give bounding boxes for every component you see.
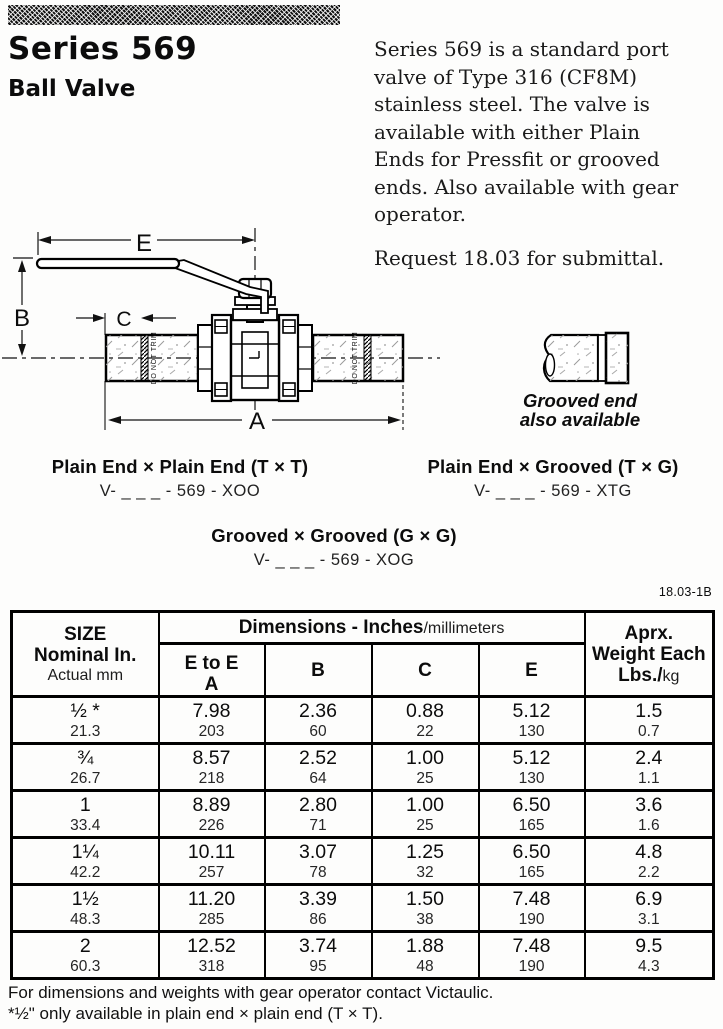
cell-b: 3.07 78: [265, 838, 372, 885]
cell-c: 1.00 25: [372, 791, 479, 838]
cell-e: 6.50 165: [479, 791, 585, 838]
cell-a: 8.89 226: [159, 791, 265, 838]
cell-e: 7.48 190: [479, 932, 585, 979]
intro-line: ends. Also available with gear: [374, 174, 679, 199]
variant-label: Plain End × Grooved (T × G): [427, 456, 679, 477]
table-row: [12, 838, 714, 885]
dim-c: [76, 308, 176, 331]
variant-label: Grooved × Grooved (G × G): [211, 525, 457, 546]
groove-band: [364, 335, 371, 381]
intro-line: Series 569 is a standard port: [374, 37, 669, 61]
footnote-gear-operator: For dimensions and weights with gear operator contact Victaulic.: [8, 983, 494, 1002]
cell-weight: 1.5 0.7: [585, 697, 714, 744]
cell-b: 3.74 95: [265, 932, 372, 979]
weight-header-line: Aprx.: [624, 622, 674, 644]
request-submittal-note: Request 18.03 for submittal.: [374, 246, 665, 270]
dim-a: [108, 408, 401, 435]
pipe-marking-text: DO NOT TRIM: [151, 331, 158, 385]
footnote-half-inch: *½" only available in plain end × plain end (T × T).: [8, 1004, 383, 1023]
dim-b-label: B: [13, 305, 31, 332]
cell-c: 0.88 22: [372, 697, 479, 744]
cell-e: 7.48 190: [479, 885, 585, 932]
size-header-line: SIZE: [64, 623, 107, 645]
cell-weight: 6.9 3.1: [585, 885, 714, 932]
cell-size: 2 60.3: [12, 932, 159, 979]
cell-size: 1 33.4: [12, 791, 159, 838]
weight-header-line: Weight Each: [591, 643, 706, 665]
pipe-marking-text: DO NOT TRIM: [352, 331, 359, 385]
page-subtitle: Ball Valve: [8, 76, 136, 102]
dim-c-label: C: [116, 308, 132, 331]
cell-b: 2.80 71: [265, 791, 372, 838]
cell-a: 10.11 257: [159, 838, 265, 885]
intro-line: operator.: [374, 202, 466, 226]
cell-size: 1½ 48.3: [12, 885, 159, 932]
dimensions-table: [10, 610, 715, 980]
pipe-break-curl: [546, 354, 555, 376]
col-header-e: E: [479, 644, 585, 697]
table-row: [12, 791, 714, 838]
weight-header-line: Lbs./kg: [618, 664, 680, 686]
cell-c: 1.25 32: [372, 838, 479, 885]
variant-code: V- _ _ _ - 569 - XOG: [253, 551, 415, 569]
intro-line: valve of Type 316 (CF8M): [374, 64, 638, 89]
reference-code: 18.03-1B: [658, 585, 712, 599]
cell-weight: 9.5 4.3: [585, 932, 714, 979]
grooved-end-note-line1: Grooved end: [522, 390, 638, 411]
cell-weight: 3.6 1.6: [585, 791, 714, 838]
cell-weight: 2.4 1.1: [585, 744, 714, 791]
cell-b: 2.36 60: [265, 697, 372, 744]
table-row: [12, 932, 714, 979]
cell-b: 3.39 86: [265, 885, 372, 932]
dimensions-table-container: [10, 610, 715, 980]
dim-e: [38, 230, 255, 257]
col-header-a: E to E A: [159, 644, 265, 697]
intro-line: available with either Plain: [374, 119, 641, 144]
cell-a: 7.98 203: [159, 697, 265, 744]
variant-code: V- _ _ _ - 569 - XTG: [474, 482, 632, 500]
grooved-end-inset: [544, 333, 628, 383]
cell-e: 5.12 130: [479, 744, 585, 791]
dim-a-label: A: [248, 408, 266, 435]
col-header-c: C: [372, 644, 479, 697]
size-header-line: Nominal In.: [34, 644, 137, 666]
cell-b: 2.52 64: [265, 744, 372, 791]
cell-weight: 4.8 2.2: [585, 838, 714, 885]
col-header-size: [12, 612, 159, 697]
valve-handle: [37, 259, 268, 313]
variant-grooved-grooved: [169, 525, 499, 570]
intro-paragraph: [374, 36, 723, 229]
table-row: [12, 885, 714, 932]
valve-body: [198, 279, 312, 401]
page-title: Series 569: [8, 31, 198, 67]
table-row: [12, 697, 714, 744]
cell-e: 6.50 165: [479, 838, 585, 885]
cell-a: 12.52 318: [159, 932, 265, 979]
header-hatch-bar: [8, 5, 340, 25]
table-row: [12, 744, 714, 791]
footnotes: [8, 982, 493, 1024]
dims-header-light: /millimeters: [423, 620, 505, 637]
col-header-b: B: [265, 644, 372, 697]
intro-line: stainless steel. The valve is: [374, 92, 650, 116]
cell-size: 1¼ 42.2: [12, 838, 159, 885]
groove-band: [141, 335, 148, 381]
cell-a: 11.20 285: [159, 885, 265, 932]
grooved-end-note-line2: also available: [519, 409, 641, 430]
cell-size: ¾ 26.7: [12, 744, 159, 791]
cell-a: 8.57 218: [159, 744, 265, 791]
variant-plain-plain: [15, 456, 345, 501]
dim-b: [13, 258, 33, 356]
dim-e-label: E: [135, 230, 153, 257]
cell-size: ½ * 21.3: [12, 697, 159, 744]
col-header-dimensions: [159, 612, 585, 644]
cell-c: 1.00 25: [372, 744, 479, 791]
variant-code: V- _ _ _ - 569 - XOO: [99, 482, 261, 500]
cell-e: 5.12 130: [479, 697, 585, 744]
handle-grip: [37, 259, 179, 268]
intro-line: Ends for Pressfit or grooved: [374, 147, 660, 171]
size-header-line: Actual mm: [47, 666, 124, 684]
dims-header-bold: Dimensions - Inches: [238, 617, 424, 638]
col-header-weight: [585, 612, 714, 697]
cell-c: 1.50 38: [372, 885, 479, 932]
cell-c: 1.88 48: [372, 932, 479, 979]
variant-plain-grooved: [388, 456, 718, 501]
grooved-end-note: [500, 391, 660, 429]
variant-label: Plain End × Plain End (T × T): [51, 456, 309, 477]
